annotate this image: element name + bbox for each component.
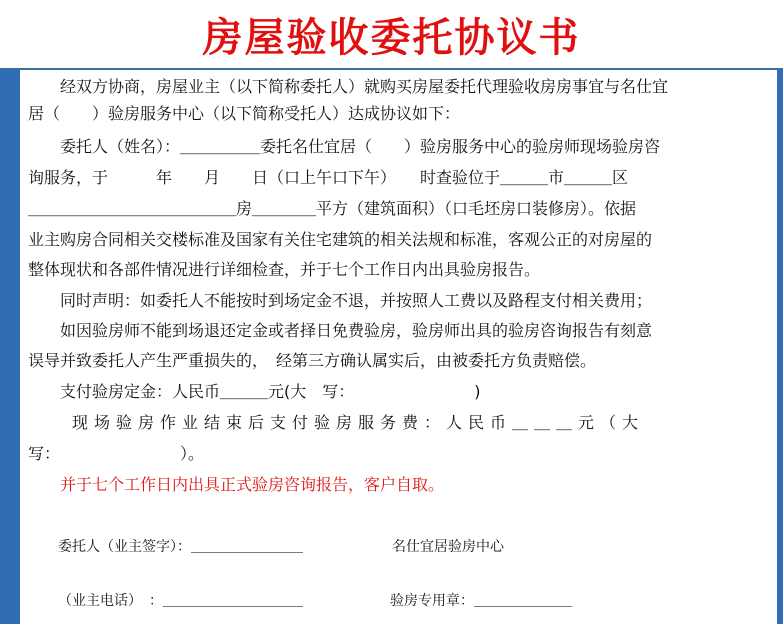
paragraph-line: 如因验房师不能到场退还定金或者择日免费验房，验房师出具的验房咨询报告有刻意: [28, 321, 653, 340]
deposit-line: 支付验房定金：人民币＿＿＿元(大 写： ): [28, 382, 481, 401]
paragraph-line: 委托人（姓名）：＿＿＿＿＿委托名仕宜居（ ）验房服务中心的验房师现场验房咨: [28, 137, 661, 156]
paragraph-line: 询服务，于 年 月 日（口上午口下午） 时查验位于＿＿＿市＿＿＿区: [28, 168, 629, 187]
service-fee-line: 现场验房作业结束后支付验房服务费：人民币＿＿＿元（大: [28, 413, 645, 432]
stamp-field[interactable]: 验房专用章：＿＿＿＿＿＿＿: [390, 593, 572, 609]
paragraph-line: 居（ ）验房服务中心（以下简称受托人）达成协议如下：: [28, 104, 461, 123]
title-bar: [0, 0, 783, 70]
paragraph-line: 业主购房合同相关交楼标准及国家有关住宅建筑的相关法规和标准，客观公正的对房屋的: [28, 230, 653, 249]
report-notice: 并于七个工作日内出具正式验房咨询报告，客户自取。: [28, 475, 445, 494]
paragraph-line: 整体现状和各部件情况进行详细检查，并于七个工作日内出具验房报告。: [28, 260, 541, 279]
left-border-bar: [0, 0, 20, 624]
client-signature-field[interactable]: 委托人（业主签字）：＿＿＿＿＿＿＿＿: [58, 539, 303, 555]
paragraph-line: 同时声明：如委托人不能按时到场定金不退，并按照人工费以及路程支付相关费用；: [28, 291, 653, 310]
paragraph-line: ＿＿＿＿＿＿＿＿＿＿＿＿＿房＿＿＿＿平方（建筑面积）（口毛坯房口装修房）。依据: [28, 199, 637, 218]
document-title: 房屋验收委托协议书: [202, 13, 581, 61]
paragraph-line: 经双方协商，房屋业主（以下简称委托人）就购买房屋委托代理验收房房事宜与名仕宜: [28, 77, 669, 96]
service-fee-line-cont: 写： ）。: [28, 444, 205, 463]
agreement-body: [20, 70, 777, 624]
center-name: 名仕宜居验房中心: [392, 539, 504, 555]
paragraph-line: 误导并致委托人产生严重损失的， 经第三方确认属实后，由被委托方负责赔偿。: [28, 351, 597, 370]
right-border-bar: [777, 0, 783, 624]
client-phone-field[interactable]: （业主电话） ：＿＿＿＿＿＿＿＿＿＿: [58, 593, 303, 609]
